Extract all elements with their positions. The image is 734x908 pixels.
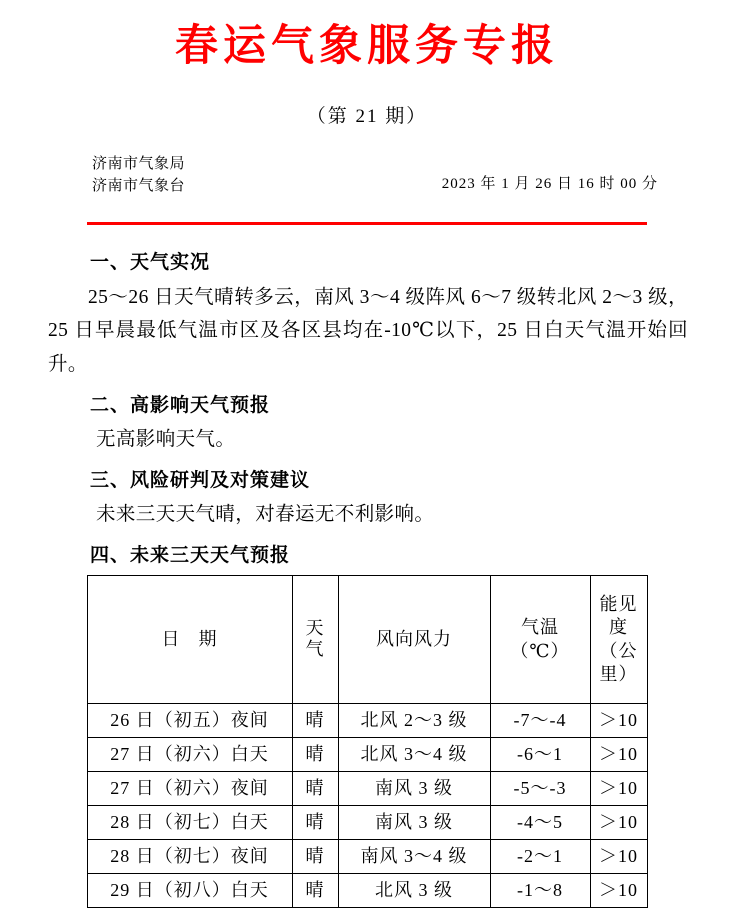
table-row (87, 704, 647, 738)
column-header-visibility-line1: 能见 (599, 593, 638, 614)
cell-date: 28 日（初七）白天 (87, 806, 292, 840)
organization-observatory: 济南市气象台 (92, 178, 186, 195)
cell-visibility: ＞10 (590, 874, 647, 908)
section-heading-risk-assessment: 三、风险研判及对策建议 (90, 468, 311, 491)
column-header-temperature (490, 576, 590, 704)
cell-date: 27 日（初六）白天 (87, 738, 292, 772)
table-header-row (87, 576, 647, 704)
section-body-high-impact-forecast: 无高影响天气。 (96, 429, 236, 451)
cell-date: 27 日（初六）夜间 (87, 772, 292, 806)
cell-visibility: ＞10 (590, 806, 647, 840)
cell-weather: 晴 (292, 806, 338, 840)
issue-datetime: 2023 年 1 月 26 日 16 时 00 分 (441, 176, 658, 193)
table-row (87, 738, 647, 772)
three-day-forecast-table (87, 575, 648, 908)
section-heading-weather-conditions: 一、天气实况 (90, 251, 211, 274)
section-body-risk-assessment: 未来三天天气晴，对春运无不利影响。 (96, 504, 435, 526)
cell-visibility: ＞10 (590, 738, 647, 772)
cell-temperature: -6～1 (490, 738, 590, 772)
cell-wind: 北风 2～3 级 (338, 704, 490, 738)
section-heading-high-impact-forecast: 二、高影响天气预报 (90, 393, 271, 416)
column-header-visibility-line4: 里） (599, 663, 638, 684)
cell-weather: 晴 (292, 738, 338, 772)
column-header-wind: 风向风力 (338, 576, 490, 704)
column-header-weather (292, 576, 338, 704)
table-header (87, 576, 647, 704)
column-header-visibility (590, 576, 647, 704)
document-title: 春运气象服务专报 (175, 21, 559, 71)
document-content (0, 225, 734, 908)
cell-weather: 晴 (292, 704, 338, 738)
table-row (87, 840, 647, 874)
cell-wind: 南风 3～4 级 (338, 840, 490, 874)
issuing-organizations (92, 154, 185, 198)
cell-date: 29 日（初八）白天 (87, 874, 292, 908)
cell-wind: 南风 3 级 (338, 806, 490, 840)
cell-visibility: ＞10 (590, 840, 647, 874)
table-row (87, 806, 647, 840)
section-heading-three-day-forecast: 四、未来三天天气预报 (90, 543, 291, 566)
cell-temperature: -4～5 (490, 806, 590, 840)
cell-date: 28 日（初七）夜间 (87, 840, 292, 874)
cell-temperature: -2～1 (490, 840, 590, 874)
column-header-temperature-line1: 气温 (521, 617, 559, 638)
cell-wind: 北风 3～4 级 (338, 738, 490, 772)
cell-wind: 南风 3 级 (338, 772, 490, 806)
column-header-date (87, 576, 292, 704)
document-meta (42, 128, 692, 202)
cell-visibility: ＞10 (590, 772, 647, 806)
column-header-visibility-line3: （公 (599, 640, 638, 661)
column-header-temperature-line2: （℃） (510, 640, 570, 661)
cell-temperature: -5～-3 (490, 772, 590, 806)
cell-date: 26 日（初五）夜间 (87, 704, 292, 738)
table-row (87, 874, 647, 908)
cell-visibility: ＞10 (590, 704, 647, 738)
cell-weather: 晴 (292, 874, 338, 908)
cell-temperature: -7～-4 (490, 704, 590, 738)
organization-bureau: 济南市气象局 (92, 156, 186, 173)
table-body (87, 704, 647, 908)
column-header-visibility-line2: 度 (609, 617, 628, 638)
section-body-weather-conditions: 25～26 日天气晴转多云，南风 3～4 级阵风 6～7 级转北风 2～3 级，25 日早晨最低气温市区及各区县均在-10℃以下，25 日白天气温开始回升。 (48, 286, 688, 375)
cell-temperature: -1～8 (490, 874, 590, 908)
cell-weather: 晴 (292, 772, 338, 806)
table-row (87, 772, 647, 806)
column-header-weather-label: 天 气 (305, 617, 325, 660)
cell-wind: 北风 3 级 (338, 874, 490, 908)
cell-weather: 晴 (292, 840, 338, 874)
issue-number: （第 21 期） (306, 106, 428, 128)
column-header-date-label: 日 期 (161, 629, 218, 650)
